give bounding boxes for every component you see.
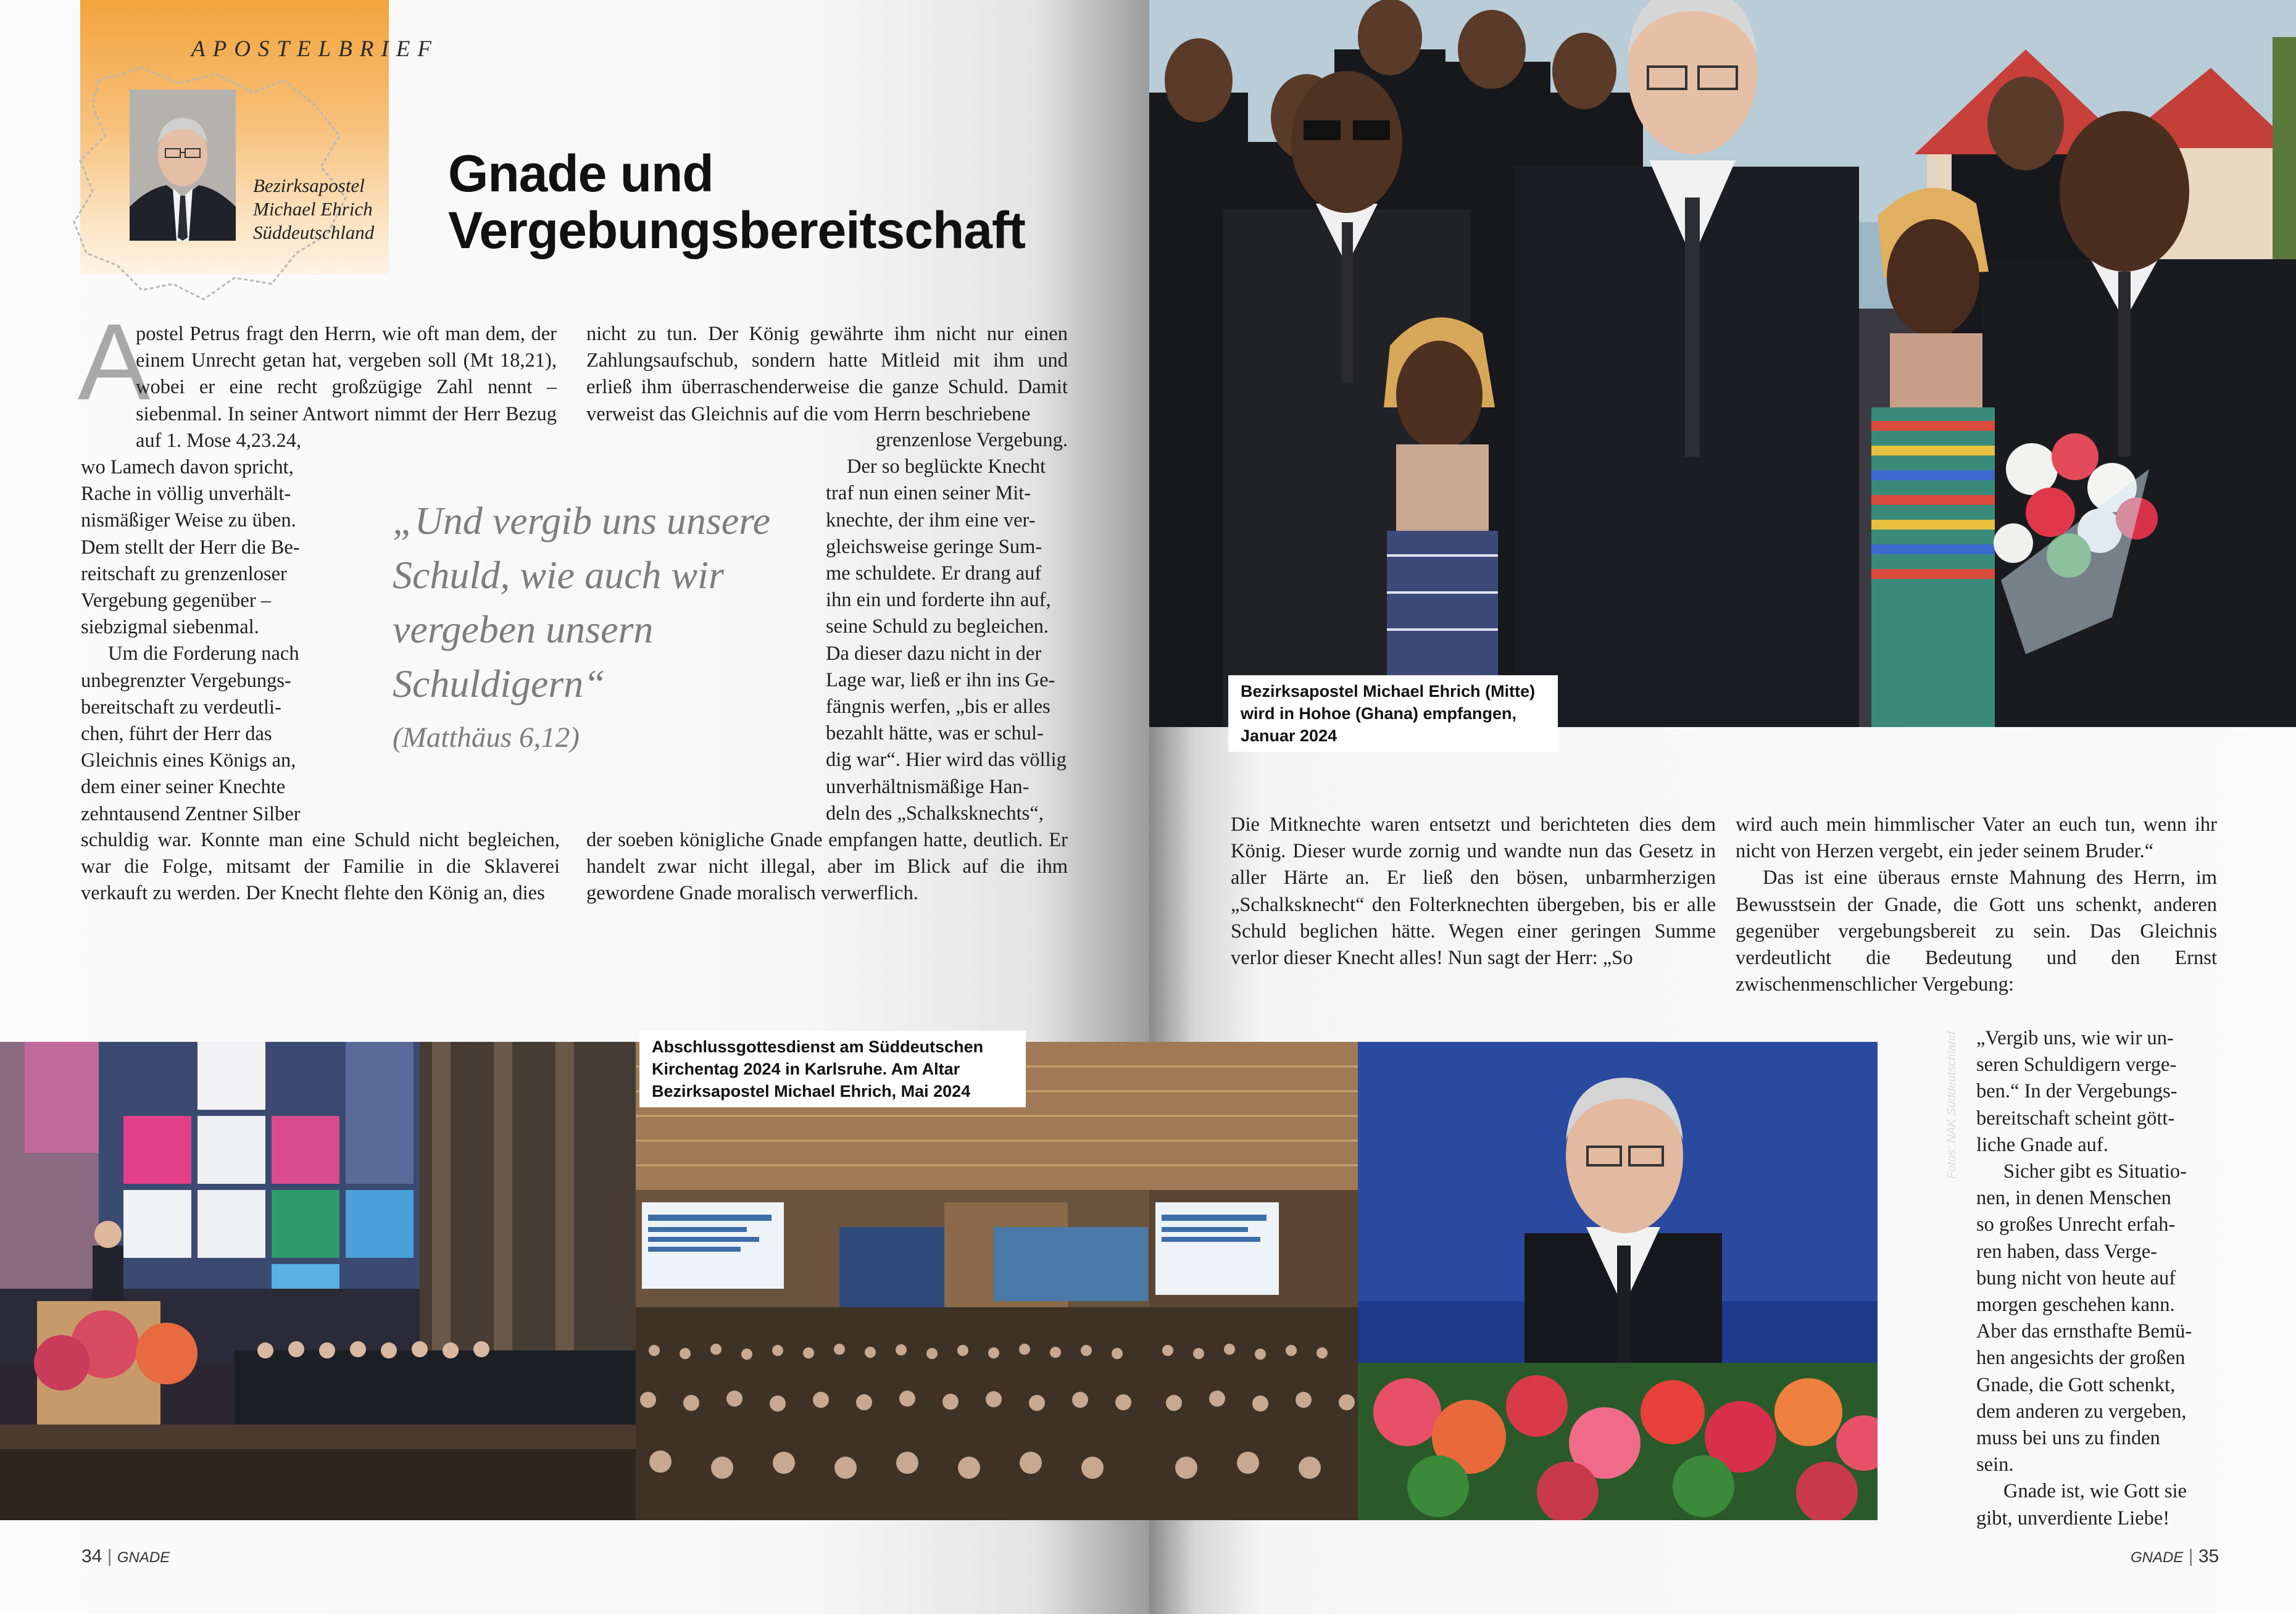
page-number-left: 34 [81, 1546, 102, 1566]
altar-photo [0, 1042, 636, 1520]
col1-opening-text: postel Petrus fragt den Herrn, wie oft man dem, der einem Unrecht getan hat, vergeben soll (Mt 18,21), wobei er eine recht großzügige Zahl nennt – siebenmal. In seiner Antwort nimmt der Herr Bezug auf 1. Mose 4,23.24, [136, 323, 557, 452]
folio-section-left: GNADE [117, 1549, 170, 1566]
col2-closing-text: der soeben königliche Gnade empfangen hatte, deutlich. Er handelt zwar nicht illegal, aber im Blick auf die ihm gewordene Gnade moralisch verwerflich. [586, 829, 1068, 905]
col4-narrow-line: hen angesichts der großen [1976, 1347, 2186, 1370]
col2-narrow [826, 427, 1068, 827]
col4-narrow-line: sein. [1976, 1454, 2014, 1476]
col4-narrow-line: ben.“ In der Vergebungs- [1976, 1080, 2177, 1103]
ghana-caption: Bezirksapostel Michael Ehrich (Mitte) wird in Hohoe (Ghana) empfangen, Januar 2024 [1228, 675, 1558, 752]
congregation-photo-left [636, 1042, 1149, 1520]
col1-narrow-line: Um die Forderung nach [108, 643, 299, 665]
category-header [80, 0, 439, 275]
col2-narrow-line: bezahlt hätte, was er schul- [826, 722, 1044, 745]
col4-narrow-line: ren haben, dass Verge- [1976, 1240, 2158, 1263]
col4-narrow-line: liche Gnade auf. [1976, 1133, 2108, 1156]
col1-narrow-line: siebzigmal siebenmal. [81, 616, 259, 639]
col4-narrow-line: bung nicht von heute auf [1976, 1267, 2176, 1289]
col4-narrow-line: bereitschaft scheint gött- [1976, 1107, 2175, 1129]
col4-narrow-line: so großes Unrecht erfah- [1976, 1213, 2176, 1236]
col4-top [1736, 812, 2217, 998]
col1-opening [136, 321, 557, 454]
col3-text: Die Mitknechte waren entsetzt und berichteten dies dem König. Dieser wurde zornig und wandte nun das Gesetz in aller Härte an. Er ließ den bösen, unbarmherzigen „Schalksknecht“ den Folterknechten übergeben, bis er alle Schuld beglichen hätte. Wegen einer geringen Summe verlor dieser Knecht alles! Nun sagt der Herr: „So [1231, 813, 1716, 970]
karlsruhe-caption: Abschlussgottesdienst am Süddeutschen Kirchentag 2024 in Karlsruhe. Am Altar Bezirksapostel Michael Ehrich, Mai 2024 [639, 1031, 1026, 1107]
col4-narrow-line: morgen geschehen kann. [1976, 1294, 2175, 1317]
col2-narrow-line: deln des „Schalksknechts“, [826, 802, 1044, 825]
col4-p2: Das ist eine überaus ernste Mahnung des Herrn, im Bewusstsein der Gnade, die Gott uns schenkt, anderen gegenüber vergebungsbereit zu sein. Das Gleichnis verdeutlicht die Bedeutung und den Ernst zwischenmenschlicher Vergebung: [1736, 867, 2217, 996]
right-page [1149, 0, 2296, 1614]
col2-narrow-line: Der so beglückte Knecht [847, 455, 1046, 478]
col2-narrow-line: Da dieser dazu nicht in der [826, 642, 1042, 665]
col2-closing [586, 827, 1068, 907]
col4-narrow-line: nen, in denen Menschen [1976, 1187, 2171, 1210]
article-headline [448, 145, 1025, 259]
col1-narrow-line: Rache in völlig unverhält- [81, 483, 291, 505]
col3 [1231, 812, 1716, 971]
col1-closing-text: schuldig war. Konnte man eine Schuld nicht begleichen, war die Folge, mitsamt der Familie in die Sklaverei verkauft zu werden. Der Knecht flehte den König an, dies [81, 829, 560, 905]
left-folio: 34 | GNADE [81, 1546, 170, 1566]
col2-narrow-line: Lage war, ließ er ihn ins Ge- [826, 668, 1055, 691]
col1-narrow-line: dem einer seiner Knechte [81, 776, 286, 799]
photo-credit: Fotos: NAK Süddeutschland [1945, 1031, 1958, 1179]
col4-narrow-line: muss bei uns zu finden [1976, 1427, 2160, 1450]
pull-quote-text: „Und vergib uns unsere Schuld, wie auch wir vergeben unsern Schuldigern“ [393, 499, 771, 705]
col1-narrow-line: reitschaft zu grenzenloser [81, 562, 287, 585]
col1-narrow-line: chen, führt der Herr das [81, 723, 272, 746]
headline-line-2: Vergebungsbereitschaft [448, 201, 1025, 259]
congregation-photo-right [1149, 1042, 1358, 1520]
pull-quote-reference: (Matthäus 6,12) [393, 722, 580, 754]
col2-narrow-line: gleichsweise geringe Sum- [826, 535, 1042, 558]
right-folio: GNADE | 35 [2131, 1546, 2219, 1566]
col4-narrow-line: dem anderen zu vergeben, [1976, 1400, 2187, 1423]
author-byline [253, 174, 374, 244]
headline-line-1: Gnade und [448, 144, 713, 202]
ghana-photo [1149, 0, 2296, 727]
col4-narrow [1976, 1025, 2217, 1532]
col4-narrow-line: Aber das ernsthafte Bemü- [1976, 1320, 2192, 1343]
col2-narrow-line: knechte, der ihm eine ver- [826, 509, 1036, 531]
col2-narrow-line: grenzenlose Vergebung. [875, 429, 1068, 451]
col1-narrow-line: Dem stellt der Herr die Be- [81, 536, 300, 559]
col2-narrow-line: traf nun einen seiner Mit- [826, 482, 1031, 505]
page-number-right: 35 [2198, 1546, 2219, 1566]
col2-narrow-line: ihn ein und forderte ihn auf, [826, 589, 1051, 612]
col1-narrow-line: wo Lamech davon spricht, [81, 456, 294, 478]
col1-narrow-line: Gleichnis eines Königs an, [81, 749, 296, 772]
author-title: Bezirksapostel [253, 175, 365, 196]
author-portrait [130, 89, 236, 241]
drop-cap: A [78, 302, 151, 423]
folio-section-right: GNADE [2131, 1549, 2184, 1566]
col4-narrow-line: seren Schuldigern verge- [1976, 1054, 2177, 1076]
col1-narrow-line: bereitschaft zu verdeutli- [81, 696, 281, 718]
col1-narrow-line: unbegrenzter Vergebungs- [81, 669, 291, 692]
col4-narrow-line: gibt, unverdiente Liebe! [1976, 1507, 2170, 1529]
col1-narrow-line: zehntausend Zentner Silber [81, 802, 301, 825]
col2-narrow-line: unverhältnismäßige Han- [826, 775, 1029, 798]
col2-narrow-line: dig war“. Hier wird das völlig [826, 749, 1067, 772]
col1-closing [81, 827, 560, 907]
author-district: Süddeutschland [253, 222, 375, 243]
col1-narrow [81, 454, 320, 828]
author-name: Michael Ehrich [253, 198, 373, 220]
col4-narrow-line: Gnade, die Gott schenkt, [1976, 1373, 2176, 1396]
col4-p1: wird auch mein himmlischer Vater an euch tun, wenn ihr nicht von Herzen vergebt, ein jeder seinem Bruder.“ [1736, 813, 2217, 863]
col4-narrow-line: Sicher gibt es Situatio- [2003, 1160, 2187, 1183]
col2-narrow-line: fängnis werfen, „bis er alles [826, 696, 1050, 718]
speaker-photo [1358, 1042, 1878, 1520]
category-label: APOSTELBRIEF [191, 36, 439, 62]
col4-narrow-line: Gnade ist, wie Gott sie [2003, 1480, 2187, 1503]
col1-narrow-line: nismäßiger Weise zu üben. [81, 509, 296, 532]
pull-quote [393, 494, 775, 759]
col2-narrow-line: me schuldete. Er drang auf [826, 562, 1042, 585]
col2-opening [586, 321, 1068, 428]
col1-narrow-line: Vergebung gegenüber – [81, 589, 272, 612]
col2-narrow-line: seine Schuld zu begleichen. [826, 615, 1049, 638]
col2-opening-text: nicht zu tun. Der König gewährte ihm nicht nur einen Zahlungsaufschub, sondern hatte Mitleid mit ihm und erließ ihm überraschenderweise die ganze Schuld. Damit verweist das Gleichnis auf die vom Herrn beschriebene [586, 323, 1068, 425]
dropcap-spacer [81, 321, 136, 375]
col4-narrow-line: „Vergib uns, wie wir un- [1976, 1027, 2174, 1049]
